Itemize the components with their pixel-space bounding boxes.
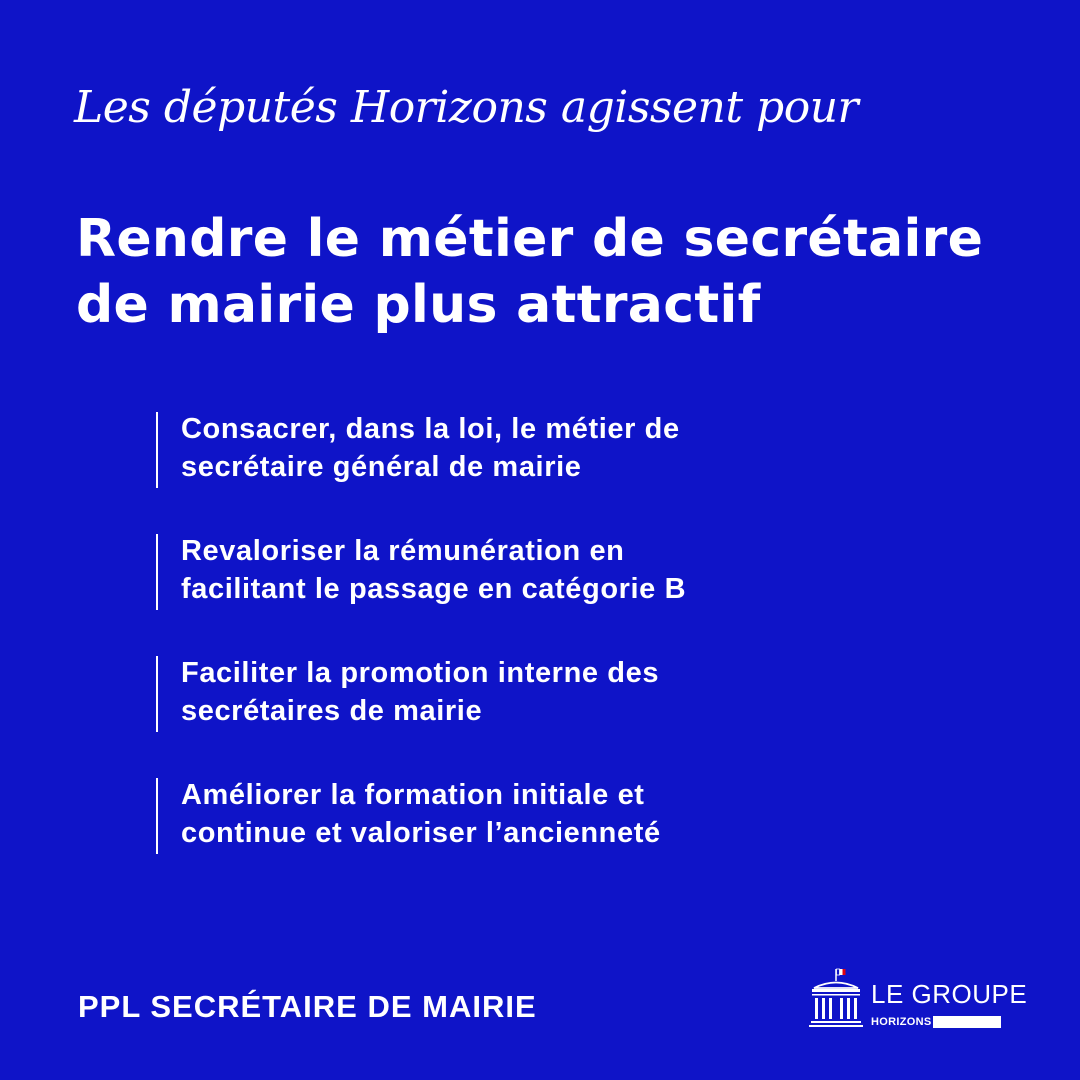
group-logo (808, 966, 1033, 1036)
title-line-2: de mairie plus attractif (76, 275, 761, 335)
list-item-line: Faciliter la promotion interne des (181, 657, 660, 689)
list-item-bar (156, 656, 158, 732)
list-item (156, 654, 956, 734)
parliament-building-icon (808, 966, 864, 1030)
list-item-line: secrétaire général de mairie (181, 451, 582, 483)
measures-list (156, 410, 956, 898)
logo-name: LE GROUPE (871, 979, 1028, 1009)
list-item (156, 410, 956, 490)
list-item-text (181, 654, 941, 730)
list-item-line: facilitant le passage en catégorie B (181, 573, 687, 605)
list-item (156, 532, 956, 612)
list-item-line: continue et valoriser l’ancienneté (181, 817, 661, 849)
page-title (76, 206, 1036, 338)
logo-subtext: HORIZONS (871, 1016, 932, 1028)
logo-stripe (933, 1016, 1001, 1028)
list-item-line: Revaloriser la rémunération en (181, 535, 625, 567)
list-item-bar (156, 534, 158, 610)
title-line-1: Rendre le métier de secrétaire (76, 209, 984, 269)
list-item-text (181, 410, 941, 486)
list-item (156, 776, 956, 856)
footer-label: PPL SECRÉTAIRE DE MAIRIE (78, 989, 537, 1024)
list-item-line: Consacrer, dans la loi, le métier de (181, 413, 680, 445)
intro-heading: Les députés Horizons agissent pour (74, 82, 859, 133)
list-item-text (181, 532, 941, 608)
list-item-bar (156, 778, 158, 854)
list-item-line: secrétaires de mairie (181, 695, 483, 727)
list-item-text (181, 776, 941, 852)
logo-sub (871, 1015, 1001, 1029)
list-item-bar (156, 412, 158, 488)
list-item-line: Améliorer la formation initiale et (181, 779, 645, 811)
